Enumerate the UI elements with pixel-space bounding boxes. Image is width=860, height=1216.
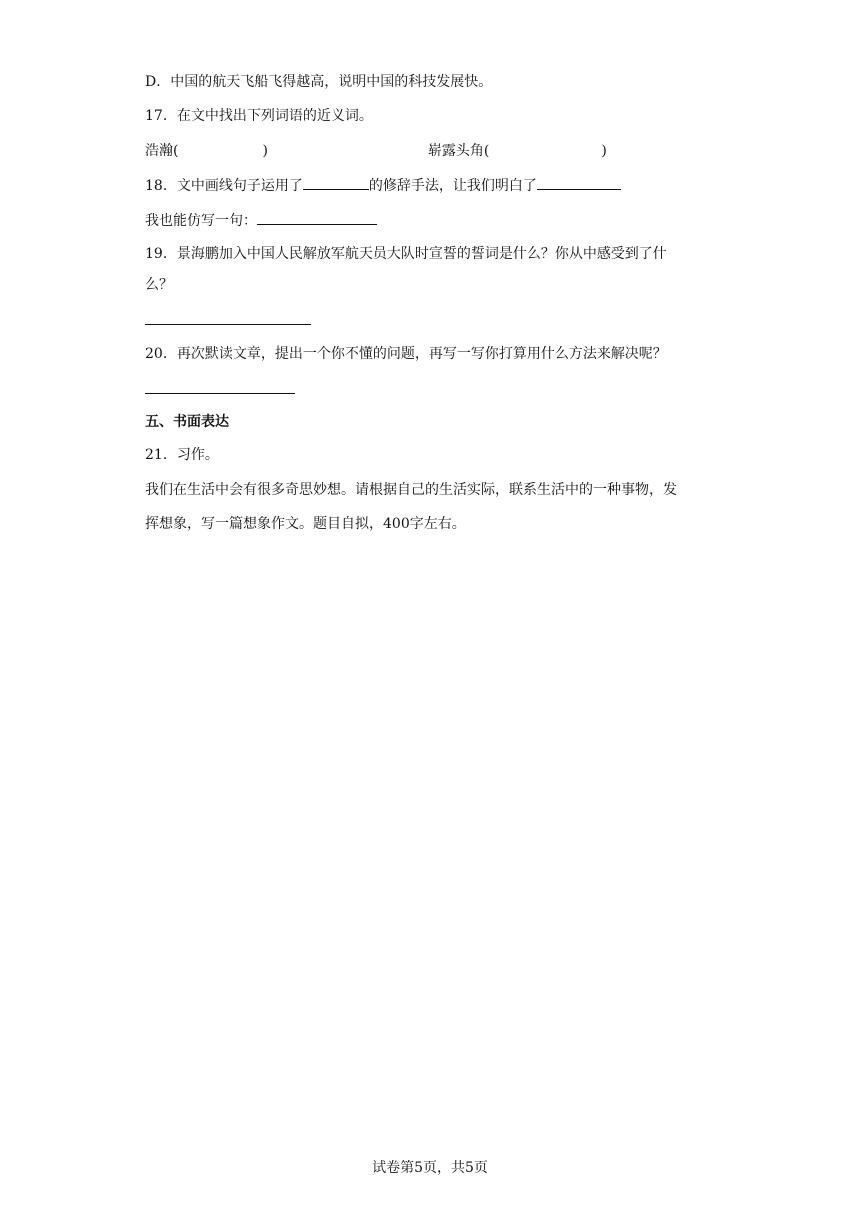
question-18-part-2: 的修辞手法，让我们明白了 xyxy=(368,178,537,194)
question-17 xyxy=(145,106,373,126)
rhetoric-blank[interactable] xyxy=(303,175,369,190)
word-1-label: 浩瀚( xyxy=(145,143,179,159)
question-21 xyxy=(145,445,219,465)
section-5-heading xyxy=(145,412,229,432)
question-20-answer-line[interactable] xyxy=(145,393,295,394)
question-20-text: 20．再次默读文章，提出一个你不懂的问题，再写一写你打算用什么方法来解决呢？ xyxy=(145,346,667,362)
question-19-text-1: 19．景海鹏加入中国人民解放军航天员大队时宣誓的誓词是什么？你从中感受到了什 xyxy=(145,246,667,262)
question-17-text: 17．在文中找出下列词语的近义词。 xyxy=(145,108,373,124)
question-21-text-1: 我们在生活中会有很多奇思妙想。请根据自己的生活实际，联系生活中的一种事物，发 xyxy=(145,482,677,498)
question-18-part-1: 18．文中画线句子运用了 xyxy=(145,178,303,194)
word-1-close: ) xyxy=(262,143,268,159)
page-number: 试卷第5页，共5页 xyxy=(372,1160,488,1176)
page-footer xyxy=(0,1158,860,1178)
meaning-blank[interactable] xyxy=(537,175,621,190)
question-18-imitate xyxy=(145,210,377,230)
word-2-close: ) xyxy=(601,143,607,159)
question-19-line-2 xyxy=(145,275,173,295)
question-17-words xyxy=(145,141,607,161)
option-d-text: D．中国的航天飞船飞得越高，说明中国的科技发展快。 xyxy=(145,74,493,90)
question-21-prompt-1 xyxy=(145,480,677,500)
option-d xyxy=(145,72,492,92)
question-19-answer-line[interactable] xyxy=(145,324,311,325)
section-5-title: 五、书面表达 xyxy=(145,414,229,430)
question-21-text-2: 挥想象，写一篇想象作文。题目自拟，400字左右。 xyxy=(145,516,466,532)
question-18 xyxy=(145,175,621,195)
question-21-prompt-2 xyxy=(145,514,466,534)
question-20 xyxy=(145,344,667,364)
imitate-blank[interactable] xyxy=(257,210,377,225)
imitate-label: 我也能仿写一句： xyxy=(145,213,257,229)
word-2-label: 崭露头角( xyxy=(427,143,490,159)
question-21-label: 21．习作。 xyxy=(145,447,219,463)
question-19-line-1 xyxy=(145,244,667,264)
question-19-text-2: 么？ xyxy=(145,277,173,293)
